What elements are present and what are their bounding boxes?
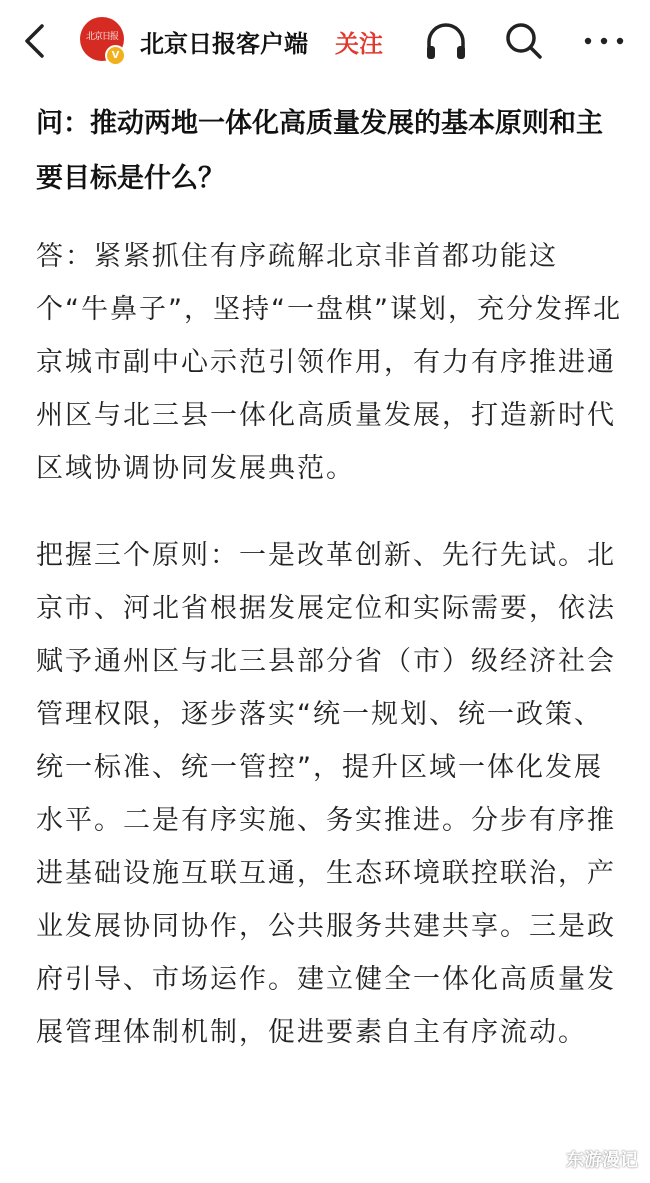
logo-text: 北京日报	[85, 32, 118, 42]
top-navigation-bar	[0, 0, 650, 82]
verified-badge: V	[105, 45, 126, 66]
account-name[interactable]: 北京日报客户端	[140, 30, 308, 58]
more-dots-icon[interactable]	[580, 20, 628, 62]
search-icon[interactable]	[504, 20, 544, 62]
headphone-icon[interactable]	[424, 20, 468, 62]
follow-button[interactable]: 关注	[335, 30, 383, 58]
principles-paragraph: 把握三个原则：一是改革创新、先行先试。北京市、河北省根据发展定位和实际需要，依法赋予通州区与北三县部分省（市）级经济社会管理权限，逐步落实“统一规划、统一政策、统一标准、统一管控”，提升区域一体化发展水平。二是有序实施、务实推进。分步有序推进基础设施互联互通，生态环境联控联治，产业发展协同协作，公共服务共建共享。三是政府引导、市场运作。建立健全一体化高质量发展管理体制机制，促进要素自主有序流动。	[36, 540, 616, 1048]
article-body	[36, 96, 626, 1059]
answer-paragraph: 答：紧紧抓住有序疏解北京非首都功能这个“牛鼻子”，坚持“一盘棋”谋划，充分发挥北京城市副中心示范引领作用，有力有序推进通州区与北三县一体化高质量发展，打造新时代区域协调协同发展典范。	[36, 241, 622, 484]
watermark: 东游漫记	[566, 1150, 638, 1171]
question-heading: 问：推动两地一体化高质量发展的基本原则和主要目标是什么？	[36, 108, 603, 194]
back-arrow-icon[interactable]	[20, 22, 50, 60]
